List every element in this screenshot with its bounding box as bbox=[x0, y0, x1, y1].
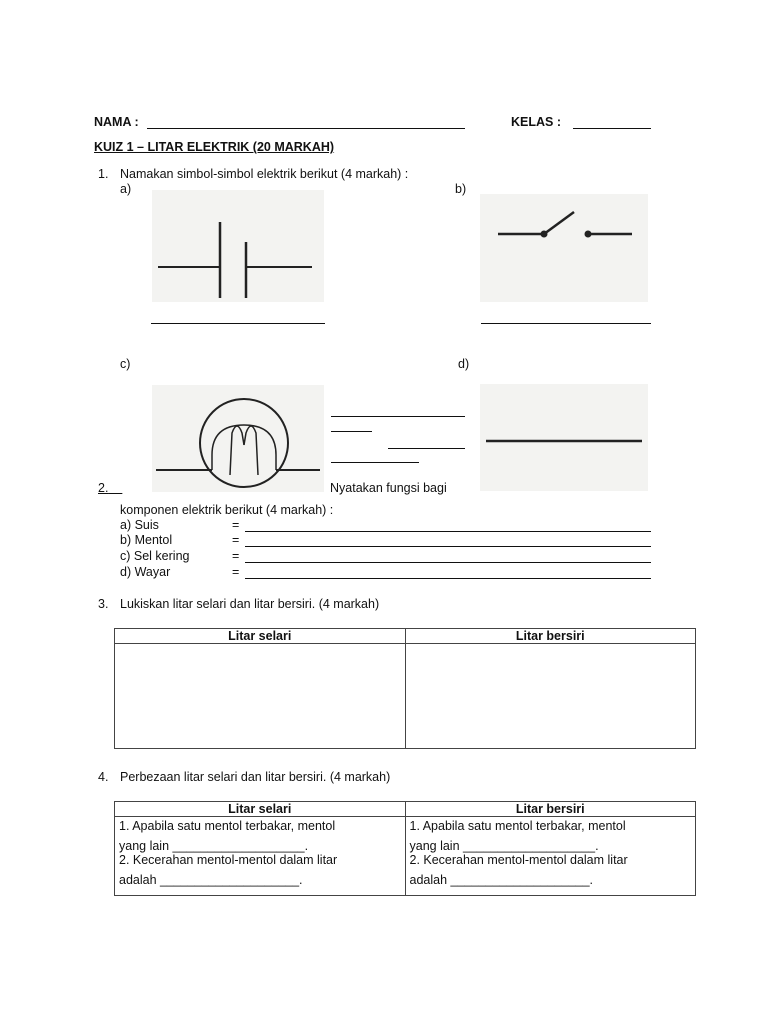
q4-cell-line: 1. Apabila satu mentol terbakar, mentol bbox=[409, 819, 626, 833]
q1-label-c: c) bbox=[120, 357, 131, 371]
q2-answer-line[interactable] bbox=[245, 531, 651, 532]
q4-cell-line: adalah ____________________. bbox=[409, 873, 594, 887]
q3-text: Lukiskan litar selari dan litar bersiri. (4 markah) bbox=[120, 597, 380, 611]
q4-number: 4. bbox=[98, 770, 109, 784]
bulb-symbol-image bbox=[152, 385, 324, 492]
answer-line-b[interactable] bbox=[481, 323, 651, 324]
quiz-title: KUIZ 1 – LITAR ELEKTRIK (20 MARKAH) bbox=[94, 140, 335, 154]
q4-cell-line: 1. Apabila satu mentol terbakar, mentol bbox=[119, 819, 336, 833]
q1-text: Namakan simbol-simbol elektrik berikut (4 markah) : bbox=[120, 167, 409, 181]
q2-answer-line[interactable] bbox=[245, 562, 651, 563]
q3-number: 3. bbox=[98, 597, 109, 611]
switch-icon bbox=[480, 194, 648, 302]
q2-item-eq: = bbox=[232, 533, 240, 547]
class-field[interactable] bbox=[573, 128, 651, 129]
q2-answer-line[interactable] bbox=[245, 546, 651, 547]
q2-item-label: d) Wayar bbox=[120, 565, 171, 579]
q4-cell-series[interactable] bbox=[405, 817, 696, 896]
q3-table bbox=[114, 628, 696, 749]
q2-item-label: c) Sel kering bbox=[120, 549, 190, 563]
q2-item-eq: = bbox=[232, 518, 240, 532]
cell-symbol-image bbox=[152, 190, 324, 302]
q4-table bbox=[114, 801, 696, 896]
q4-cell-line: 2. Kecerahan mentol-mentol dalam litar bbox=[119, 853, 338, 867]
q4-cell-line: adalah ____________________. bbox=[119, 873, 303, 887]
cell-icon bbox=[152, 190, 324, 302]
wire-icon bbox=[480, 384, 648, 491]
q3-col-header: Litar bersiri bbox=[405, 629, 696, 644]
answer-line-c1[interactable] bbox=[331, 416, 465, 417]
q1-number: 1. bbox=[98, 167, 109, 181]
q4-col-header: Litar bersiri bbox=[405, 802, 696, 817]
q4-cell-line: 2. Kecerahan mentol-mentol dalam litar bbox=[409, 853, 628, 867]
q2-number: 2. bbox=[98, 481, 109, 495]
answer-line-c2[interactable] bbox=[331, 431, 372, 432]
switch-symbol-image bbox=[480, 194, 648, 302]
q2-answer-line[interactable] bbox=[245, 578, 651, 579]
q4-text: Perbezaan litar selari dan litar bersiri. (4 markah) bbox=[120, 770, 391, 784]
q1-label-d: d) bbox=[458, 357, 470, 371]
q2-item-label: b) Mentol bbox=[120, 533, 173, 547]
q1-label-b: b) bbox=[455, 182, 467, 196]
answer-line-a[interactable] bbox=[151, 323, 325, 324]
bulb-icon bbox=[152, 385, 324, 492]
q2-item-eq: = bbox=[232, 565, 240, 579]
q3-draw-area-parallel[interactable] bbox=[115, 644, 406, 749]
q3-draw-area-series[interactable] bbox=[405, 644, 696, 749]
name-label: NAMA : bbox=[94, 115, 139, 129]
q2-item-label: a) Suis bbox=[120, 518, 159, 532]
q4-cell-line: yang lain ___________________. bbox=[119, 839, 309, 853]
q2-text-right: Nyatakan fungsi bagi bbox=[330, 481, 447, 495]
class-label: KELAS : bbox=[511, 115, 561, 129]
answer-line-d2[interactable] bbox=[331, 462, 419, 463]
answer-line-d1[interactable] bbox=[388, 448, 465, 449]
q2-text-cont: komponen elektrik berikut (4 markah) : bbox=[120, 503, 334, 517]
q4-col-header: Litar selari bbox=[115, 802, 406, 817]
q4-cell-line: yang lain ___________________. bbox=[409, 839, 599, 853]
q3-col-header: Litar selari bbox=[115, 629, 406, 644]
q2-item-eq: = bbox=[232, 549, 240, 563]
q4-cell-parallel[interactable] bbox=[115, 817, 406, 896]
q1-label-a: a) bbox=[120, 182, 132, 196]
wire-symbol-image bbox=[480, 384, 648, 491]
name-field[interactable] bbox=[147, 128, 465, 129]
